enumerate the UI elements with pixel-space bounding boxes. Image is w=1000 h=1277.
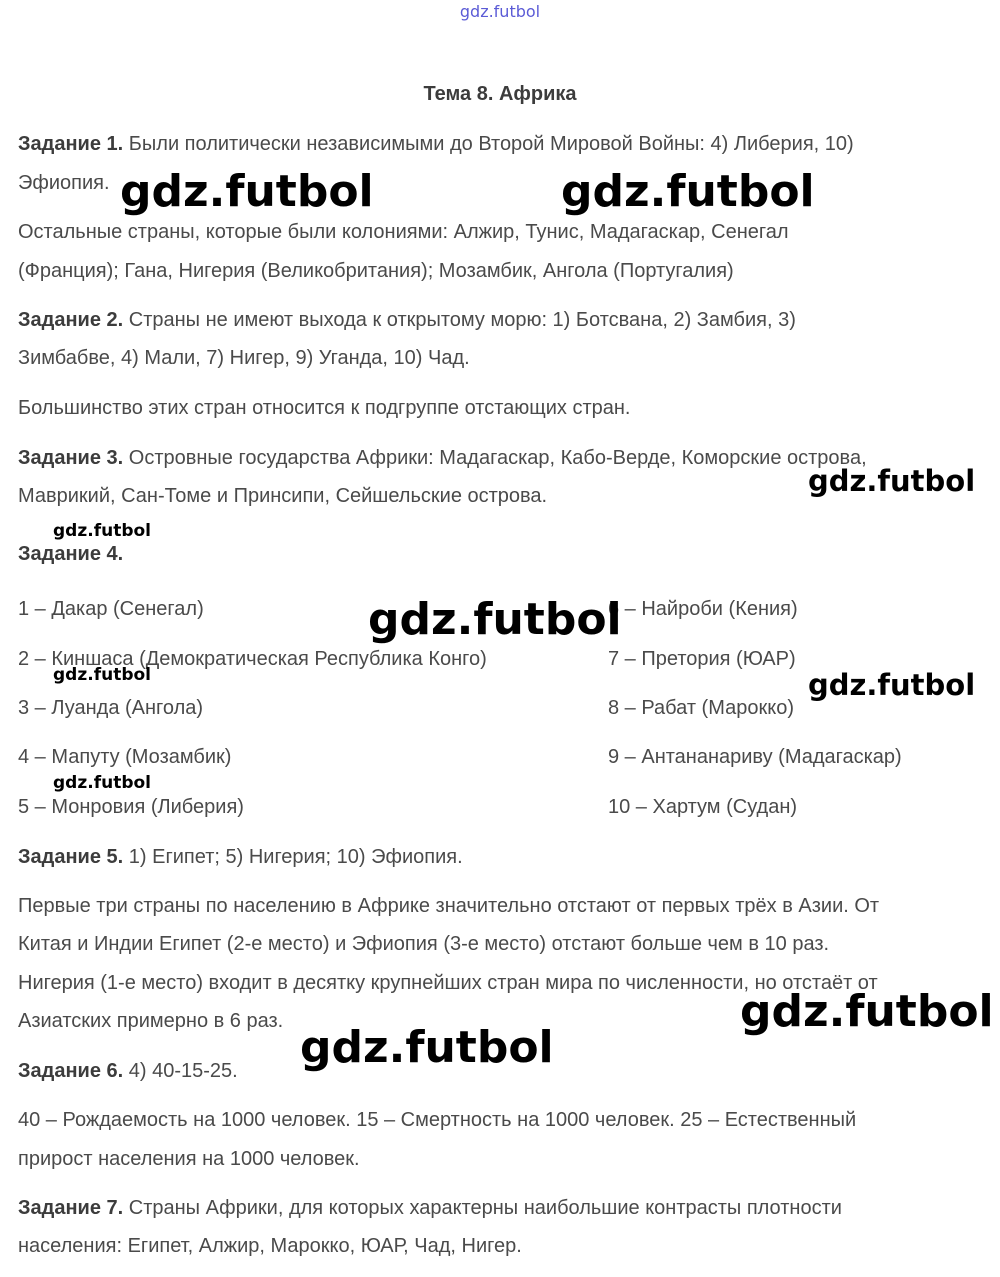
task-2-line-2: Зимбабве, 4) Мали, 7) Нигер, 9) Уганда, 10) Чад. xyxy=(18,347,470,369)
watermark: gdz.futbol xyxy=(368,594,622,645)
task-1-label: Задание 1. xyxy=(18,133,124,155)
task-1-line-1 xyxy=(18,132,854,156)
capital-item: 4 – Мапуту (Мозамбик) xyxy=(18,746,232,768)
capital-item: 8 – Рабат (Марокко) xyxy=(608,697,794,719)
page-title: Тема 8. Африка xyxy=(423,83,577,105)
watermark: gdz.futbol xyxy=(300,1022,554,1073)
task-1-line-3: Остальные страны, которые были колониями: Алжир, Тунис, Мадагаскар, Сенегал xyxy=(18,221,789,243)
capital-item: 10 – Хартум (Судан) xyxy=(608,796,798,818)
task-7-line-2: населения: Египет, Алжир, Марокко, ЮАР, Чад, Нигер. xyxy=(18,1235,522,1257)
task-4-label: Задание 4. xyxy=(18,543,124,565)
task-6-label: Задание 6. xyxy=(18,1060,124,1082)
task-2-line-3: Большинство этих стран относится к подгруппе отстающих стран. xyxy=(18,397,631,419)
task-5-label: Задание 5. xyxy=(18,846,124,868)
task-6-line-2: 40 – Рождаемость на 1000 человек. 15 – Смертность на 1000 человек. 25 – Естественный xyxy=(18,1109,857,1131)
task-2-text: Страны не имеют выхода к открытому морю: 1) Ботсвана, 2) Замбия, 3) xyxy=(123,309,796,331)
task-2-line-1 xyxy=(18,308,796,332)
task-7-line-1 xyxy=(18,1196,842,1220)
capital-item: 3 – Луанда (Ангола) xyxy=(18,697,204,719)
site-watermark-top: gdz.futbol xyxy=(459,2,541,21)
watermark: gdz.futbol xyxy=(53,665,151,685)
watermark: gdz.futbol xyxy=(120,166,374,217)
task-6-line-1 xyxy=(18,1059,238,1083)
watermark: gdz.futbol xyxy=(53,773,151,793)
task-5-line-5: Азиатских примерно в 6 раз. xyxy=(18,1010,284,1032)
watermark: gdz.futbol xyxy=(808,464,976,498)
task-1-text: Были политически независимыми до Второй Мировой Войны: 4) Либерия, 10) xyxy=(123,133,854,155)
capital-item: 7 – Претория (ЮАР) xyxy=(608,648,796,670)
capital-item: 5 – Монровия (Либерия) xyxy=(18,796,244,818)
task-5-line-1 xyxy=(18,845,463,869)
task-1-line-2: Эфиопия. xyxy=(18,172,110,194)
task-7-label: Задание 7. xyxy=(18,1197,124,1219)
capital-item: 2 – Киншаса (Демократическая Республика Конго) xyxy=(18,648,487,670)
task-3-label: Задание 3. xyxy=(18,447,124,469)
capital-item: 9 – Антананариву (Мадагаскар) xyxy=(608,746,902,768)
task-5-line-4: Нигерия (1-е место) входит в десятку крупнейших стран мира по численности, но отстаёт от xyxy=(18,972,878,994)
task-1-line-4: (Франция); Гана, Нигерия (Великобритания); Мозамбик, Ангола (Португалия) xyxy=(18,260,734,282)
task-7-text: Страны Африки, для которых характерны наибольшие контрасты плотности xyxy=(123,1197,842,1219)
task-6-text: 4) 40-15-25. xyxy=(123,1060,238,1082)
task-2-label: Задание 2. xyxy=(18,309,124,331)
watermark: gdz.futbol xyxy=(561,166,815,217)
task-3-line-2: Маврикий, Сан-Томе и Принсипи, Сейшельские острова. xyxy=(18,485,548,507)
capital-item: 1 – Дакар (Сенегал) xyxy=(18,598,204,620)
task-5-line-2: Первые три страны по населению в Африке значительно отстают от первых трёх в Азии. От xyxy=(18,895,880,917)
task-5-text: 1) Египет; 5) Нигерия; 10) Эфиопия. xyxy=(123,846,463,868)
watermark: gdz.futbol xyxy=(53,521,151,541)
task-5-line-3: Китая и Индии Египет (2-е место) и Эфиопия (3-е место) отстают больше чем в 10 раз. xyxy=(18,933,830,955)
watermark: gdz.futbol xyxy=(808,668,976,702)
task-3-line-1 xyxy=(18,446,867,470)
task-3-text: Островные государства Африки: Мадагаскар, Кабо-Верде, Коморские острова, xyxy=(123,447,867,469)
capital-item: 6 – Найроби (Кения) xyxy=(608,598,798,620)
task-6-line-3: прирост населения на 1000 человек. xyxy=(18,1148,360,1170)
watermark: gdz.futbol xyxy=(740,986,994,1037)
